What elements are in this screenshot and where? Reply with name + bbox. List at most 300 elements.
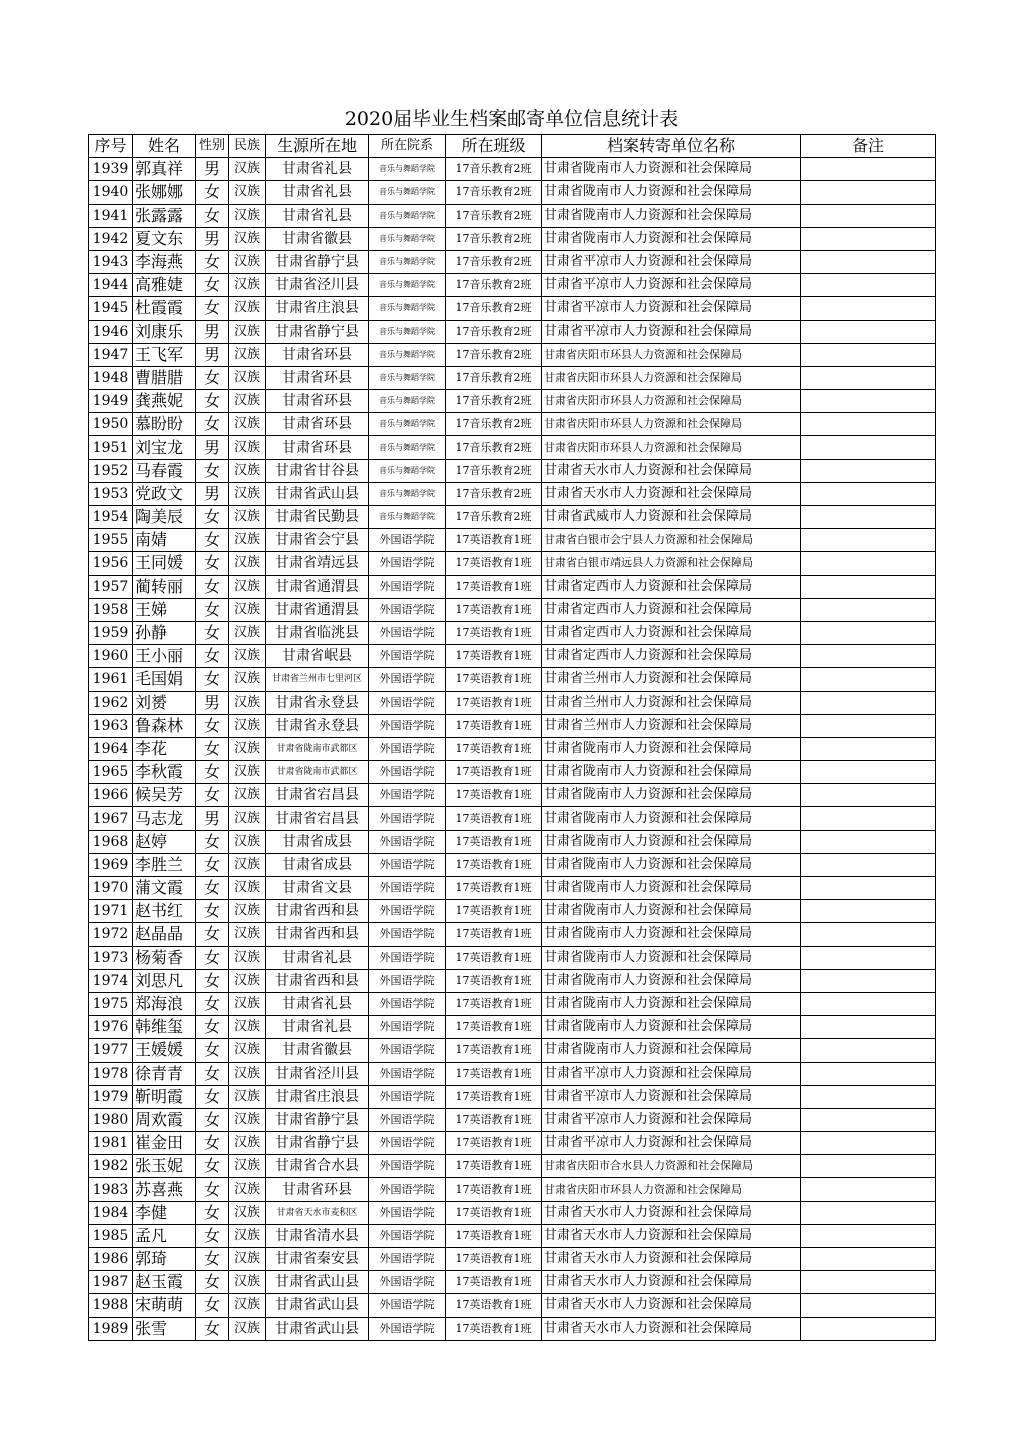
cell-archive: 甘肃省定西市人力资源和社会保障局: [542, 645, 801, 668]
table-row: [89, 668, 936, 691]
cell-note: [801, 853, 936, 876]
cell-ethnicity: 汉族: [229, 552, 266, 575]
cell-name: 张玉妮: [133, 1155, 196, 1178]
cell-name: 张娜娜: [133, 181, 196, 204]
cell-name: 马春霞: [133, 459, 196, 482]
cell-class: 17英语教育1班: [446, 900, 542, 923]
cell-note: [801, 158, 936, 181]
cell-note: [801, 506, 936, 529]
cell-dept: 外国语学院: [369, 691, 446, 714]
table-row: [89, 621, 936, 644]
cell-name: 陶美辰: [133, 506, 196, 529]
cell-archive: 甘肃省庆阳市环县人力资源和社会保障局: [542, 1178, 801, 1201]
cell-note: [801, 320, 936, 343]
cell-dept: 音乐与舞蹈学院: [369, 366, 446, 389]
cell-dept: 音乐与舞蹈学院: [369, 297, 446, 320]
table-row: [89, 1317, 936, 1340]
table-row: [89, 320, 936, 343]
table-row: [89, 1201, 936, 1224]
cell-origin: 甘肃省环县: [266, 1178, 369, 1201]
cell-ethnicity: 汉族: [229, 621, 266, 644]
cell-note: [801, 830, 936, 853]
cell-no: 1984: [89, 1201, 133, 1224]
cell-name: 郭真祥: [133, 158, 196, 181]
cell-ethnicity: 汉族: [229, 1294, 266, 1317]
cell-name: 韩维玺: [133, 1016, 196, 1039]
cell-origin: 甘肃省甘谷县: [266, 459, 369, 482]
cell-ethnicity: 汉族: [229, 1016, 266, 1039]
cell-dept: 外国语学院: [369, 1178, 446, 1201]
cell-note: [801, 877, 936, 900]
table-row: [89, 1108, 936, 1131]
cell-note: [801, 946, 936, 969]
cell-origin: 甘肃省礼县: [266, 181, 369, 204]
cell-origin: 甘肃省礼县: [266, 946, 369, 969]
cell-no: 1977: [89, 1039, 133, 1062]
header-gender: 性别: [196, 135, 229, 158]
cell-ethnicity: 汉族: [229, 1178, 266, 1201]
cell-archive: 甘肃省平凉市人力资源和社会保障局: [542, 1062, 801, 1085]
cell-no: 1980: [89, 1108, 133, 1131]
cell-class: 17英语教育1班: [446, 737, 542, 760]
cell-gender: 男: [196, 320, 229, 343]
cell-archive: 甘肃省天水市人力资源和社会保障局: [542, 1294, 801, 1317]
cell-no: 1948: [89, 366, 133, 389]
cell-class: 17英语教育1班: [446, 529, 542, 552]
cell-name: 慕盼盼: [133, 413, 196, 436]
table-row: [89, 691, 936, 714]
cell-origin: 甘肃省静宁县: [266, 1108, 369, 1131]
cell-origin: 甘肃省靖远县: [266, 552, 369, 575]
cell-ethnicity: 汉族: [229, 900, 266, 923]
cell-name: 周欢霞: [133, 1108, 196, 1131]
table-row: [89, 158, 936, 181]
table-row: [89, 1132, 936, 1155]
cell-no: 1971: [89, 900, 133, 923]
table-row: [89, 1224, 936, 1247]
cell-class: 17英语教育1班: [446, 714, 542, 737]
cell-origin: 甘肃省礼县: [266, 1016, 369, 1039]
table-row: [89, 969, 936, 992]
archive-table: [88, 134, 936, 1341]
cell-class: 17音乐教育2班: [446, 158, 542, 181]
table-row: [89, 366, 936, 389]
cell-origin: 甘肃省通渭县: [266, 575, 369, 598]
cell-name: 崔金田: [133, 1132, 196, 1155]
cell-ethnicity: 汉族: [229, 181, 266, 204]
cell-gender: 女: [196, 923, 229, 946]
cell-archive: 甘肃省兰州市人力资源和社会保障局: [542, 714, 801, 737]
cell-name: 王小丽: [133, 645, 196, 668]
cell-dept: 外国语学院: [369, 1039, 446, 1062]
cell-ethnicity: 汉族: [229, 158, 266, 181]
cell-origin: 甘肃省环县: [266, 436, 369, 459]
cell-dept: 外国语学院: [369, 1317, 446, 1340]
cell-origin: 甘肃省会宁县: [266, 529, 369, 552]
cell-archive: 甘肃省陇南市人力资源和社会保障局: [542, 1016, 801, 1039]
cell-archive: 甘肃省陇南市人力资源和社会保障局: [542, 737, 801, 760]
cell-name: 毛国娟: [133, 668, 196, 691]
cell-note: [801, 1155, 936, 1178]
cell-note: [801, 737, 936, 760]
table-row: [89, 575, 936, 598]
cell-note: [801, 227, 936, 250]
table-row: [89, 1178, 936, 1201]
cell-gender: 女: [196, 737, 229, 760]
cell-class: 17音乐教育2班: [446, 482, 542, 505]
cell-archive: 甘肃省定西市人力资源和社会保障局: [542, 598, 801, 621]
cell-name: 赵晶晶: [133, 923, 196, 946]
table-row: [89, 181, 936, 204]
table-body: [89, 158, 936, 1341]
cell-ethnicity: 汉族: [229, 1201, 266, 1224]
cell-name: 王同媛: [133, 552, 196, 575]
cell-origin: 甘肃省岷县: [266, 645, 369, 668]
cell-origin: 甘肃省西和县: [266, 923, 369, 946]
table-row: [89, 1016, 936, 1039]
cell-note: [801, 343, 936, 366]
cell-gender: 女: [196, 1271, 229, 1294]
cell-note: [801, 436, 936, 459]
cell-gender: 女: [196, 366, 229, 389]
cell-note: [801, 784, 936, 807]
cell-archive: 甘肃省天水市人力资源和社会保障局: [542, 1248, 801, 1271]
cell-no: 1953: [89, 482, 133, 505]
cell-ethnicity: 汉族: [229, 250, 266, 273]
cell-no: 1983: [89, 1178, 133, 1201]
cell-gender: 女: [196, 459, 229, 482]
cell-origin: 甘肃省宕昌县: [266, 784, 369, 807]
cell-note: [801, 181, 936, 204]
cell-no: 1957: [89, 575, 133, 598]
cell-note: [801, 992, 936, 1015]
cell-dept: 外国语学院: [369, 1155, 446, 1178]
cell-gender: 女: [196, 784, 229, 807]
cell-class: 17英语教育1班: [446, 1108, 542, 1131]
cell-class: 17音乐教育2班: [446, 390, 542, 413]
cell-dept: 音乐与舞蹈学院: [369, 436, 446, 459]
table-row: [89, 1271, 936, 1294]
table-row: [89, 506, 936, 529]
cell-gender: 女: [196, 992, 229, 1015]
cell-ethnicity: 汉族: [229, 1085, 266, 1108]
table-row: [89, 923, 936, 946]
cell-dept: 外国语学院: [369, 1224, 446, 1247]
cell-class: 17音乐教育2班: [446, 366, 542, 389]
cell-archive: 甘肃省天水市人力资源和社会保障局: [542, 482, 801, 505]
cell-name: 赵婷: [133, 830, 196, 853]
cell-origin: 甘肃省成县: [266, 830, 369, 853]
cell-name: 杨菊香: [133, 946, 196, 969]
cell-class: 17英语教育1班: [446, 598, 542, 621]
cell-ethnicity: 汉族: [229, 459, 266, 482]
cell-note: [801, 250, 936, 273]
cell-class: 17英语教育1班: [446, 1271, 542, 1294]
cell-ethnicity: 汉族: [229, 877, 266, 900]
cell-origin: 甘肃省武山县: [266, 1294, 369, 1317]
cell-dept: 外国语学院: [369, 784, 446, 807]
cell-class: 17音乐教育2班: [446, 227, 542, 250]
cell-origin: 甘肃省陇南市武都区: [266, 761, 369, 784]
table-row: [89, 761, 936, 784]
cell-name: 郑海浪: [133, 992, 196, 1015]
cell-no: 1985: [89, 1224, 133, 1247]
cell-origin: 甘肃省环县: [266, 413, 369, 436]
cell-origin: 甘肃省西和县: [266, 969, 369, 992]
cell-archive: 甘肃省平凉市人力资源和社会保障局: [542, 297, 801, 320]
cell-gender: 男: [196, 227, 229, 250]
cell-no: 1958: [89, 598, 133, 621]
table-row: [89, 1155, 936, 1178]
cell-no: 1978: [89, 1062, 133, 1085]
cell-gender: 女: [196, 1016, 229, 1039]
header-origin: 生源所在地: [266, 135, 369, 158]
cell-ethnicity: 汉族: [229, 992, 266, 1015]
cell-ethnicity: 汉族: [229, 923, 266, 946]
cell-no: 1969: [89, 853, 133, 876]
cell-note: [801, 575, 936, 598]
cell-name: 王娣: [133, 598, 196, 621]
cell-note: [801, 482, 936, 505]
cell-no: 1951: [89, 436, 133, 459]
cell-note: [801, 1085, 936, 1108]
cell-no: 1962: [89, 691, 133, 714]
cell-dept: 音乐与舞蹈学院: [369, 181, 446, 204]
cell-name: 党政文: [133, 482, 196, 505]
cell-no: 1965: [89, 761, 133, 784]
cell-gender: 女: [196, 761, 229, 784]
cell-gender: 女: [196, 274, 229, 297]
cell-gender: 女: [196, 969, 229, 992]
cell-gender: 女: [196, 598, 229, 621]
cell-class: 17英语教育1班: [446, 946, 542, 969]
cell-archive: 甘肃省陇南市人力资源和社会保障局: [542, 877, 801, 900]
cell-origin: 甘肃省庄浪县: [266, 1085, 369, 1108]
cell-archive: 甘肃省兰州市人力资源和社会保障局: [542, 668, 801, 691]
table-row: [89, 1294, 936, 1317]
table-row: [89, 552, 936, 575]
cell-dept: 外国语学院: [369, 1294, 446, 1317]
cell-archive: 甘肃省白银市会宁县人力资源和社会保障局: [542, 529, 801, 552]
cell-class: 17英语教育1班: [446, 807, 542, 830]
cell-class: 17英语教育1班: [446, 1085, 542, 1108]
cell-ethnicity: 汉族: [229, 482, 266, 505]
cell-name: 郭琦: [133, 1248, 196, 1271]
cell-archive: 甘肃省陇南市人力资源和社会保障局: [542, 946, 801, 969]
cell-class: 17英语教育1班: [446, 552, 542, 575]
cell-origin: 甘肃省武山县: [266, 1317, 369, 1340]
table-row: [89, 482, 936, 505]
table-row: [89, 436, 936, 459]
header-note: 备注: [801, 135, 936, 158]
table-row: [89, 1062, 936, 1085]
cell-archive: 甘肃省陇南市人力资源和社会保障局: [542, 923, 801, 946]
cell-class: 17音乐教育2班: [446, 204, 542, 227]
cell-class: 17英语教育1班: [446, 853, 542, 876]
cell-archive: 甘肃省平凉市人力资源和社会保障局: [542, 274, 801, 297]
header-ethnicity: 民族: [229, 135, 266, 158]
cell-name: 王飞军: [133, 343, 196, 366]
table-row: [89, 250, 936, 273]
cell-no: 1944: [89, 274, 133, 297]
table-row: [89, 877, 936, 900]
cell-origin: 甘肃省秦安县: [266, 1248, 369, 1271]
cell-ethnicity: 汉族: [229, 1155, 266, 1178]
cell-name: 刘思凡: [133, 969, 196, 992]
cell-origin: 甘肃省武山县: [266, 482, 369, 505]
cell-name: 张雪: [133, 1317, 196, 1340]
cell-dept: 音乐与舞蹈学院: [369, 227, 446, 250]
cell-no: 1950: [89, 413, 133, 436]
cell-gender: 女: [196, 1201, 229, 1224]
cell-class: 17音乐教育2班: [446, 506, 542, 529]
cell-name: 鲁森林: [133, 714, 196, 737]
cell-note: [801, 1016, 936, 1039]
cell-ethnicity: 汉族: [229, 274, 266, 297]
cell-no: 1982: [89, 1155, 133, 1178]
cell-archive: 甘肃省定西市人力资源和社会保障局: [542, 575, 801, 598]
cell-no: 1963: [89, 714, 133, 737]
cell-ethnicity: 汉族: [229, 1062, 266, 1085]
table-row: [89, 598, 936, 621]
cell-dept: 音乐与舞蹈学院: [369, 320, 446, 343]
cell-origin: 甘肃省清水县: [266, 1224, 369, 1247]
cell-no: 1955: [89, 529, 133, 552]
cell-ethnicity: 汉族: [229, 761, 266, 784]
cell-origin: 甘肃省徽县: [266, 1039, 369, 1062]
cell-no: 1949: [89, 390, 133, 413]
cell-dept: 外国语学院: [369, 1132, 446, 1155]
cell-ethnicity: 汉族: [229, 691, 266, 714]
cell-dept: 外国语学院: [369, 575, 446, 598]
cell-archive: 甘肃省天水市人力资源和社会保障局: [542, 1224, 801, 1247]
cell-ethnicity: 汉族: [229, 506, 266, 529]
cell-class: 17音乐教育2班: [446, 274, 542, 297]
cell-archive: 甘肃省庆阳市环县人力资源和社会保障局: [542, 343, 801, 366]
cell-class: 17英语教育1班: [446, 761, 542, 784]
cell-ethnicity: 汉族: [229, 1039, 266, 1062]
cell-gender: 女: [196, 1248, 229, 1271]
cell-note: [801, 1062, 936, 1085]
cell-dept: 音乐与舞蹈学院: [369, 482, 446, 505]
cell-class: 17音乐教育2班: [446, 250, 542, 273]
cell-ethnicity: 汉族: [229, 204, 266, 227]
cell-origin: 甘肃省宕昌县: [266, 807, 369, 830]
cell-archive: 甘肃省陇南市人力资源和社会保障局: [542, 830, 801, 853]
cell-origin: 甘肃省天水市麦积区: [266, 1201, 369, 1224]
cell-ethnicity: 汉族: [229, 1224, 266, 1247]
cell-gender: 男: [196, 691, 229, 714]
cell-gender: 女: [196, 946, 229, 969]
cell-ethnicity: 汉族: [229, 668, 266, 691]
cell-archive: 甘肃省庆阳市环县人力资源和社会保障局: [542, 413, 801, 436]
cell-no: 1946: [89, 320, 133, 343]
cell-archive: 甘肃省天水市人力资源和社会保障局: [542, 1201, 801, 1224]
cell-name: 夏文东: [133, 227, 196, 250]
cell-dept: 音乐与舞蹈学院: [369, 506, 446, 529]
cell-dept: 音乐与舞蹈学院: [369, 459, 446, 482]
cell-class: 17音乐教育2班: [446, 459, 542, 482]
cell-ethnicity: 汉族: [229, 1271, 266, 1294]
cell-note: [801, 1039, 936, 1062]
cell-ethnicity: 汉族: [229, 645, 266, 668]
cell-note: [801, 1224, 936, 1247]
cell-ethnicity: 汉族: [229, 529, 266, 552]
cell-ethnicity: 汉族: [229, 343, 266, 366]
cell-origin: 甘肃省临洮县: [266, 621, 369, 644]
cell-dept: 外国语学院: [369, 1271, 446, 1294]
cell-note: [801, 297, 936, 320]
cell-no: 1970: [89, 877, 133, 900]
cell-dept: 外国语学院: [369, 552, 446, 575]
cell-ethnicity: 汉族: [229, 946, 266, 969]
table-row: [89, 274, 936, 297]
cell-dept: 音乐与舞蹈学院: [369, 274, 446, 297]
cell-gender: 女: [196, 204, 229, 227]
cell-dept: 外国语学院: [369, 969, 446, 992]
cell-origin: 甘肃省武山县: [266, 1271, 369, 1294]
cell-gender: 女: [196, 1224, 229, 1247]
cell-origin: 甘肃省徽县: [266, 227, 369, 250]
cell-gender: 女: [196, 668, 229, 691]
cell-class: 17英语教育1班: [446, 1132, 542, 1155]
cell-no: 1979: [89, 1085, 133, 1108]
cell-class: 17英语教育1班: [446, 969, 542, 992]
cell-archive: 甘肃省天水市人力资源和社会保障局: [542, 1271, 801, 1294]
cell-dept: 音乐与舞蹈学院: [369, 204, 446, 227]
cell-class: 17英语教育1班: [446, 621, 542, 644]
header-class: 所在班级: [446, 135, 542, 158]
cell-gender: 男: [196, 436, 229, 459]
cell-no: 1976: [89, 1016, 133, 1039]
table-row: [89, 807, 936, 830]
cell-archive: 甘肃省陇南市人力资源和社会保障局: [542, 204, 801, 227]
cell-archive: 甘肃省陇南市人力资源和社会保障局: [542, 1039, 801, 1062]
table-row: [89, 297, 936, 320]
cell-no: 1954: [89, 506, 133, 529]
cell-gender: 女: [196, 390, 229, 413]
cell-no: 1960: [89, 645, 133, 668]
cell-class: 17英语教育1班: [446, 1317, 542, 1340]
cell-origin: 甘肃省文县: [266, 877, 369, 900]
cell-dept: 外国语学院: [369, 1016, 446, 1039]
table-row: [89, 714, 936, 737]
cell-ethnicity: 汉族: [229, 1132, 266, 1155]
cell-ethnicity: 汉族: [229, 1108, 266, 1131]
cell-dept: 外国语学院: [369, 877, 446, 900]
cell-no: 1966: [89, 784, 133, 807]
cell-name: 李健: [133, 1201, 196, 1224]
cell-no: 1964: [89, 737, 133, 760]
cell-gender: 女: [196, 575, 229, 598]
cell-gender: 女: [196, 1108, 229, 1131]
cell-gender: 女: [196, 900, 229, 923]
cell-origin: 甘肃省陇南市武都区: [266, 737, 369, 760]
cell-class: 17英语教育1班: [446, 668, 542, 691]
cell-class: 17英语教育1班: [446, 691, 542, 714]
cell-class: 17英语教育1班: [446, 1224, 542, 1247]
cell-name: 刘赟: [133, 691, 196, 714]
cell-no: 1940: [89, 181, 133, 204]
cell-ethnicity: 汉族: [229, 297, 266, 320]
cell-note: [801, 923, 936, 946]
cell-name: 马志龙: [133, 807, 196, 830]
cell-name: 张露露: [133, 204, 196, 227]
cell-ethnicity: 汉族: [229, 784, 266, 807]
cell-archive: 甘肃省陇南市人力资源和社会保障局: [542, 992, 801, 1015]
cell-archive: 甘肃省陇南市人力资源和社会保障局: [542, 227, 801, 250]
cell-class: 17英语教育1班: [446, 877, 542, 900]
